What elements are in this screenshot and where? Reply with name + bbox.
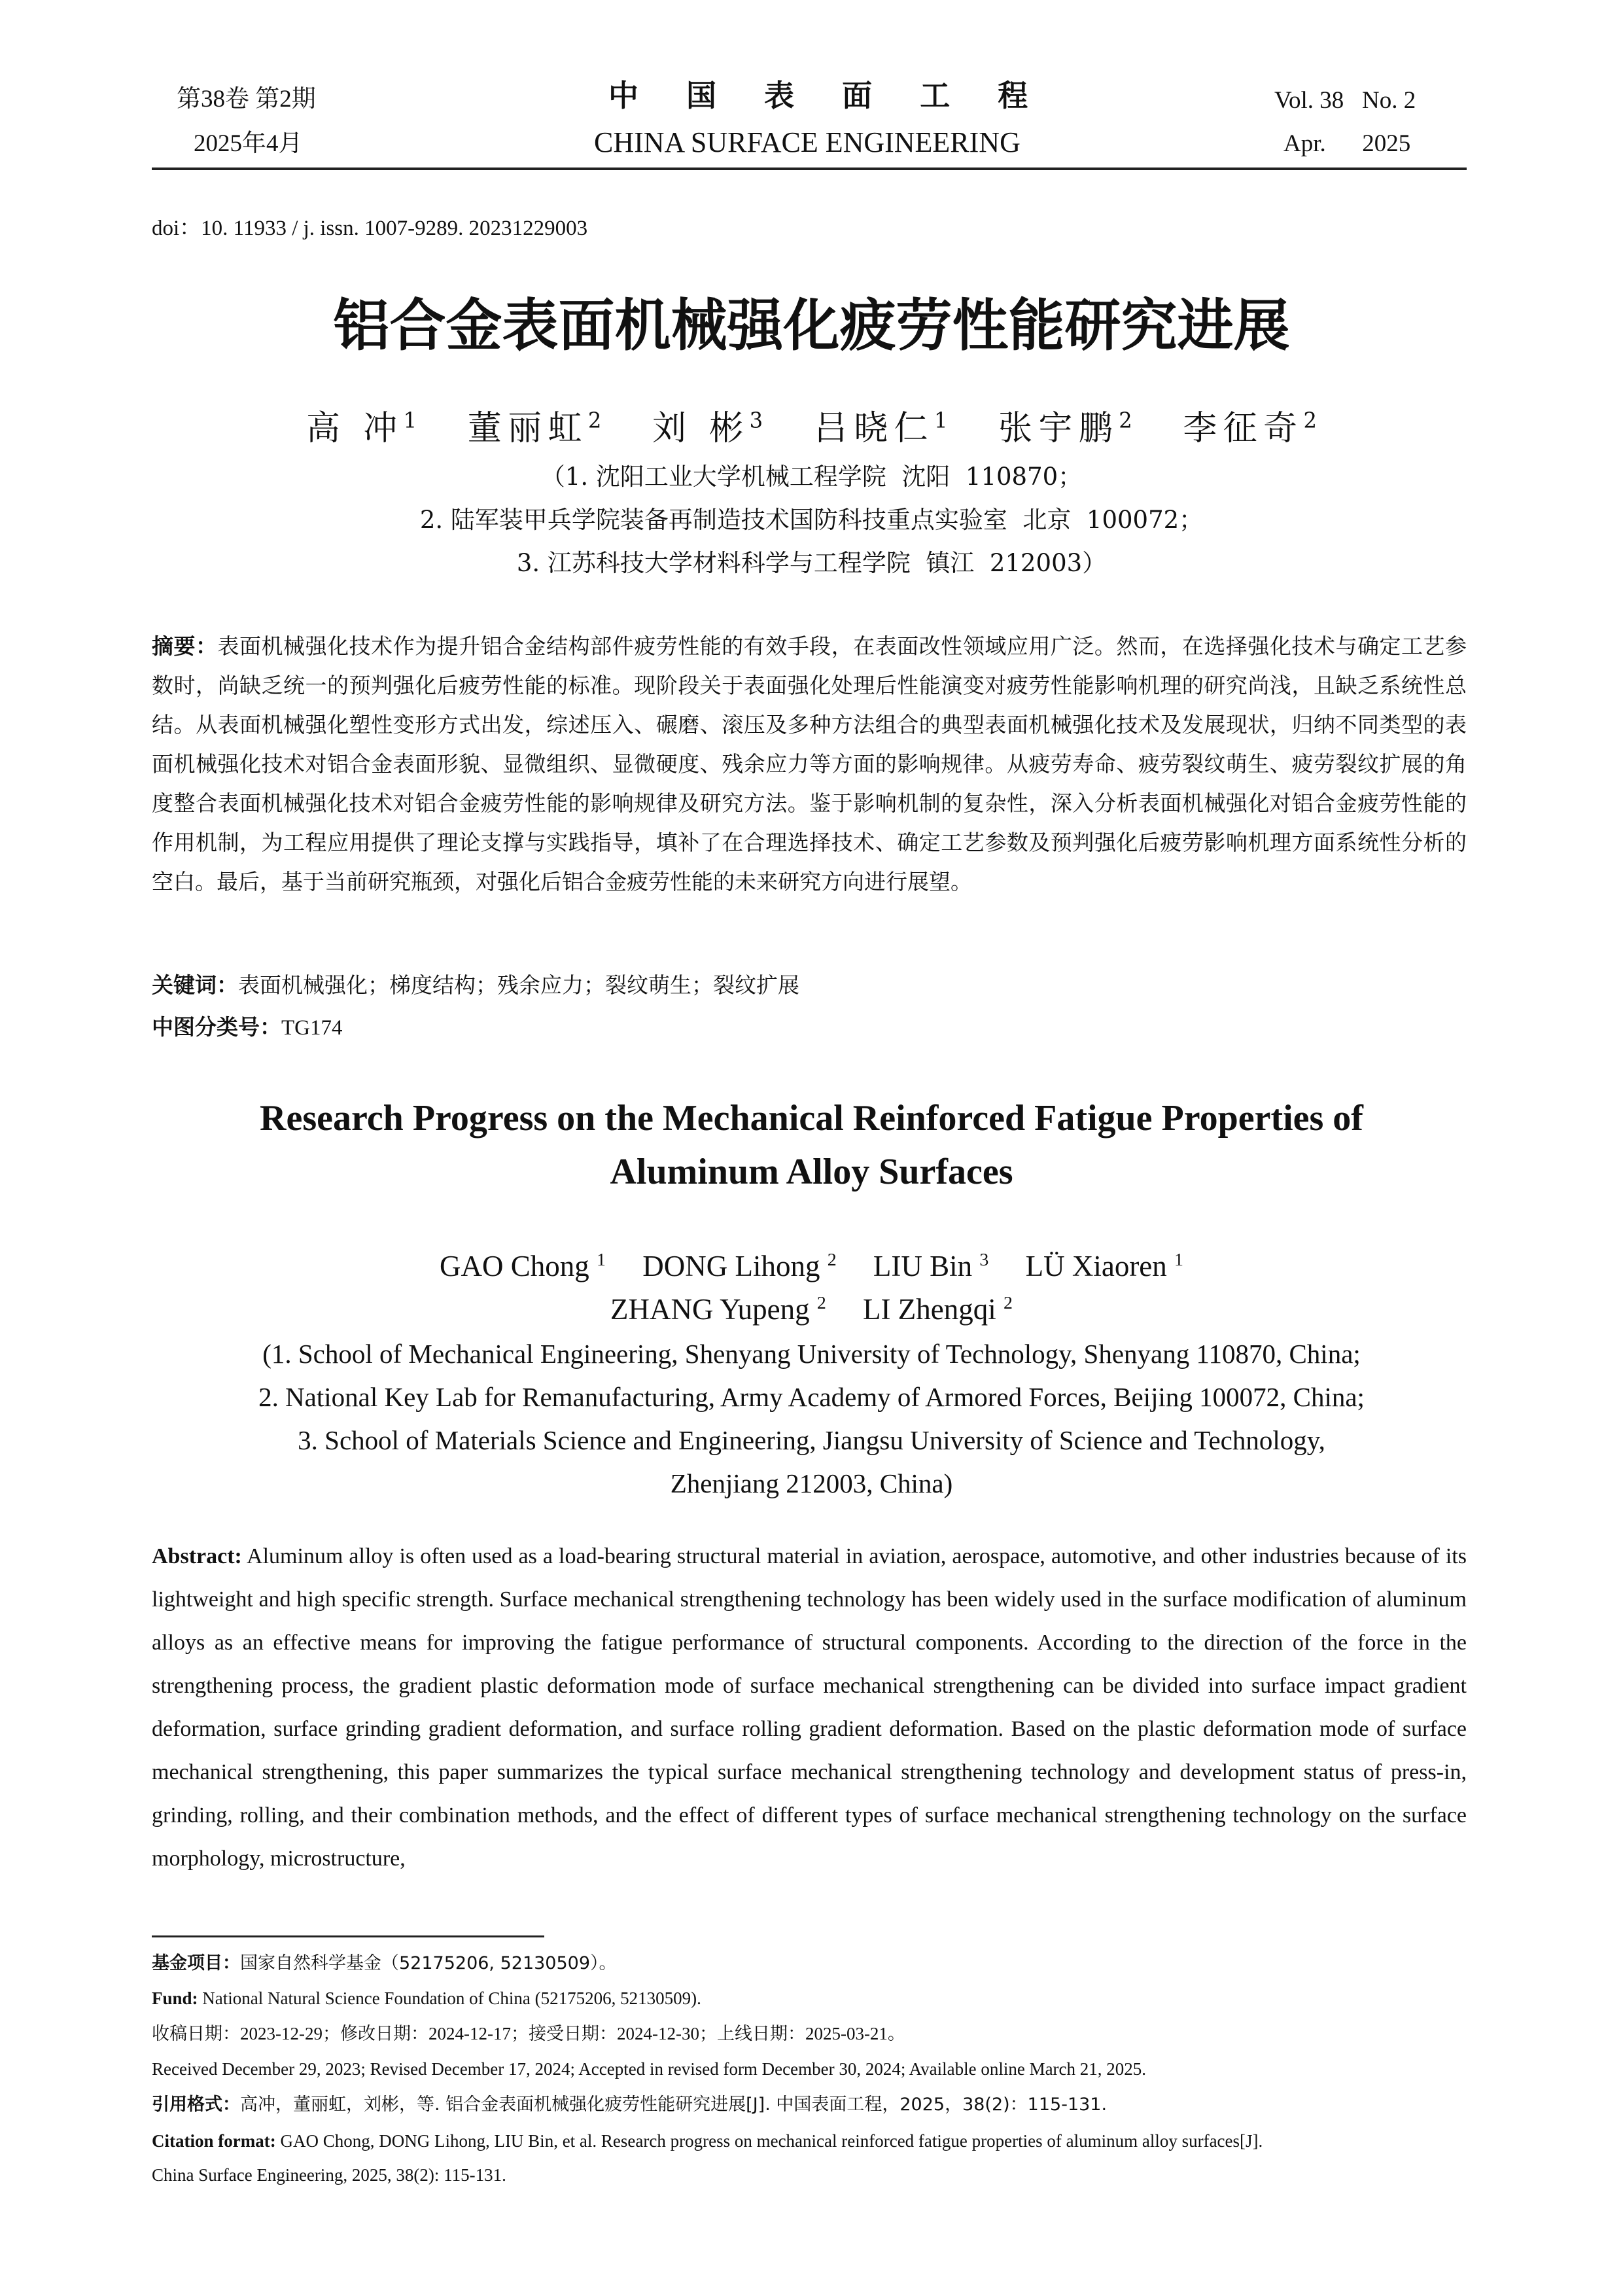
affiliation-cn-3: 3. 江苏科技大学材料科学与工程学院 镇江 212003） (516, 549, 1107, 577)
affiliation-en-3: 3. School of Materials Science and Engineering, Jiangsu University of Science and Technology, (298, 1425, 1325, 1455)
keywords-cn (152, 966, 1467, 1005)
abstract-en (152, 1535, 1467, 1881)
fund-en: Fund: National Natural Science Foundation of China (52175206, 52130509). (152, 1988, 701, 2008)
affiliation-cn-1: （1. 沈阳工业大学机械工程学院 沈阳 110870； (540, 463, 1083, 491)
affiliation-en-1: (1. School of Mechanical Engineering, Shenyang University of Technology, Shenyang 110870, China; (262, 1339, 1361, 1369)
header-rule (152, 168, 1467, 170)
author-en: LIU Bin $^3$ (873, 1250, 989, 1282)
keywords-cn-label: 关键词： (152, 972, 238, 998)
abstract-cn (152, 627, 1467, 902)
citation-cn: 引用格式：高冲，董丽虹，刘彬，等. 铝合金表面机械强化疲劳性能研究进展[J]. 中国表面工程，2025，38(2)：115-131. (152, 2094, 1108, 2115)
author-en: LÜ Xiaoren $^1$ (1025, 1250, 1183, 1282)
date-cn: 2025年4月 (194, 130, 303, 157)
author-en: DONG Lihong $^2$ (642, 1250, 837, 1282)
affiliation-cn-2: 2. 陆军装甲兵学院装备再制造技术国防科技重点实验室 北京 100072； (419, 506, 1204, 534)
dates-en: Received December 29, 2023; Revised December 17, 2024; Accepted in revised form December 30, 2024; Available online March 21, 2025. (152, 2059, 1147, 2079)
title-en-line2: Aluminum Alloy Surfaces (610, 1152, 1013, 1192)
abstract-en-text: Aluminum alloy is often used as a load-bearing structural material in aviation, aerospace, automotive, and other industries because of its lightweight and high specific strength. Surface mechanical strengthening technology has been widely used in the surface modification of aluminum alloys as an effective means for improving the fatigue performance of structural components. According to the direction of the force in the strengthening process, the gradient plastic deformation mode of surface mechanical strengthening can be divided into surface impact gradient deformation, surface grinding gradient deformation, and surface rolling gradient deformation. Based on the plastic deformation mode of surface mechanical strengthening, this paper summarizes the typical surface mechanical strengthening technology and development status of press-in, grinding, rolling, and their combination methods, and the effect of different types of surface mechanical strengthening technology on the surface morphology, microstructure, (152, 1544, 1467, 1871)
affiliation-en-4: Zhenjiang 212003, China) (670, 1468, 953, 1498)
date-en: Apr. 2025 (1283, 130, 1411, 157)
doi: doi：10. 11933 / j. issn. 1007-9289. 20231229003 (152, 217, 588, 240)
author-cn: 刘 彬$^3$ (652, 408, 763, 448)
author-cn: 张宇鹏$^2$ (998, 408, 1132, 448)
title-en-line1: Research Progress on the Mechanical Reinforced Fatigue Properties of (260, 1098, 1363, 1139)
author-cn: 高 冲$^1$ (305, 408, 417, 448)
title-cn: 铝合金表面机械强化疲劳性能研究进展 (333, 293, 1290, 359)
authors-en-line2 (0, 1282, 1623, 1330)
authors-en-line1 (0, 1239, 1623, 1287)
citation-en-line2: China Surface Engineering, 2025, 38(2): 115-131. (152, 2165, 506, 2185)
abstract-en-label: Abstract: (152, 1544, 242, 1568)
footnote-rule (152, 1935, 544, 1937)
author-cn: 吕晓仁$^1$ (813, 408, 948, 448)
volume-issue-en: Vol. 38 No. 2 (1274, 87, 1416, 114)
abstract-cn-text: 表面机械强化技术作为提升铝合金结构部件疲劳性能的有效手段，在表面改性领域应用广泛。然而，在选择强化技术与确定工艺参数时，尚缺乏统一的预判强化后疲劳性能的标准。现阶段关于表面强化处理后性能演变对疲劳性能影响机理的研究尚浅，且缺乏系统性总结。从表面机械强化塑性变形方式出发，综述压入、碾磨、滚压及多种方法组合的典型表面机械强化技术及发展现状，归纳不同类型的表面机械强化技术对铝合金表面形貌、显微组织、显微硬度、残余应力等方面的影响规律。从疲劳寿命、疲劳裂纹萌生、疲劳裂纹扩展的角度整合表面机械强化技术对铝合金疲劳性能的影响规律及研究方法。鉴于影响机制的复杂性，深入分析表面机械强化对铝合金疲劳性能的作用机制，为工程应用提供了理论支撑与实践指导，填补了在合理选择技术、确定工艺参数及预判强化后疲劳影响机理方面系统性分析的空白。最后，基于当前研究瓶颈，对强化后铝合金疲劳性能的未来研究方向进行展望。 (152, 633, 1467, 894)
journal-title-cn: 中 国 表 面 工 程 (608, 78, 1047, 113)
keywords-cn-text: 表面机械强化；梯度结构；残余应力；裂纹萌生；裂纹扩展 (238, 972, 799, 998)
journal-title-en: CHINA SURFACE ENGINEERING (594, 126, 1021, 158)
dates-cn: 收稿日期：2023-12-29；修改日期：2024-12-17；接受日期：2024-12-30；上线日期：2025-03-21。 (152, 2024, 905, 2043)
clc-cn-label: 中图分类号： (152, 1014, 281, 1040)
abstract-cn-label: 摘要： (152, 633, 218, 659)
author-cn: 董丽虹$^2$ (467, 408, 602, 448)
authors-cn (0, 400, 1623, 450)
author-cn: 李征奇$^2$ (1183, 408, 1318, 448)
clc-cn (152, 1008, 1467, 1048)
fund-cn: 基金项目：国家自然科学基金（52175206, 52130509）。 (152, 1953, 617, 1973)
clc-cn-text: TG174 (281, 1016, 343, 1040)
author-en: LI Zhengqi $^2$ (863, 1293, 1013, 1326)
volume-issue-cn: 第38卷 第2期 (177, 86, 316, 113)
author-en: GAO Chong $^1$ (440, 1250, 606, 1282)
author-en: ZHANG Yupeng $^2$ (610, 1293, 826, 1326)
affiliation-en-2: 2. National Key Lab for Remanufacturing, Army Academy of Armored Forces, Beijing 100072, China; (258, 1382, 1365, 1412)
citation-en: Citation format: GAO Chong, DONG Lihong, LIU Bin, et al. Research progress on mechanical reinforced fatigue properties of aluminum alloy surfaces[J]. (152, 2131, 1263, 2151)
